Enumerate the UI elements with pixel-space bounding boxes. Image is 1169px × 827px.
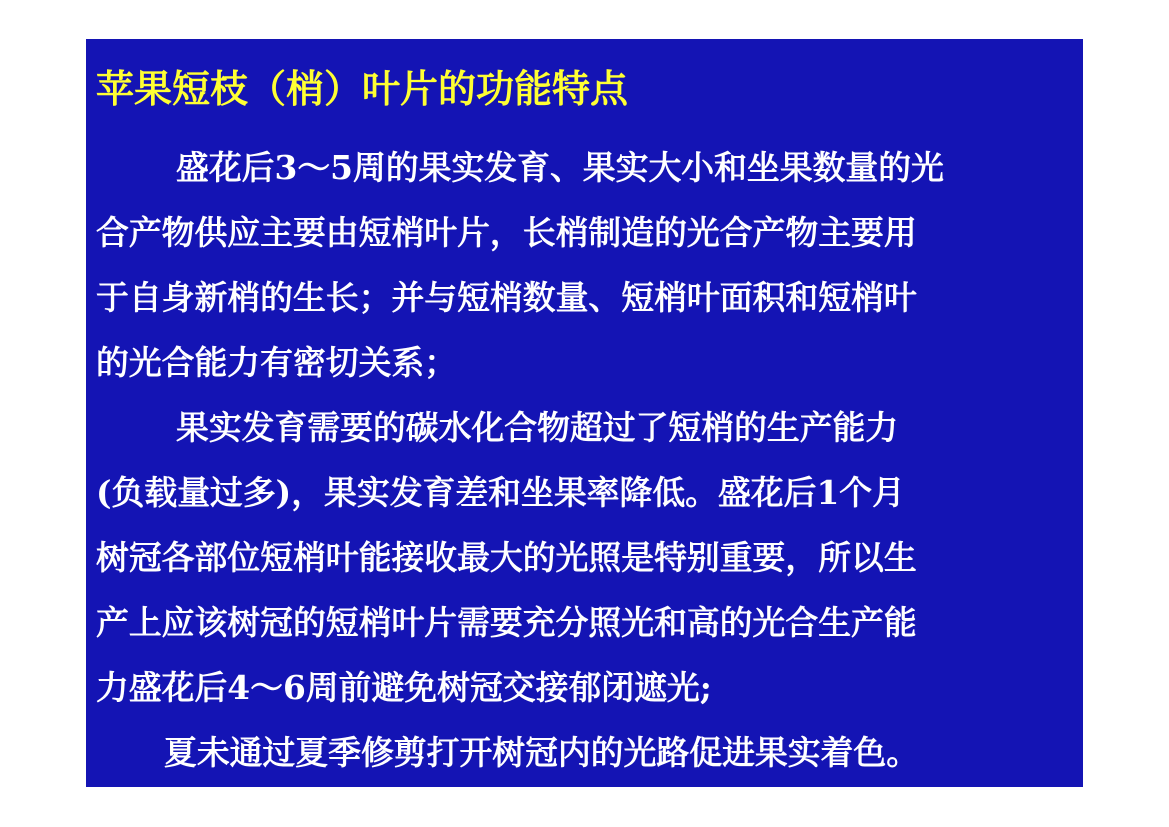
paragraph-2-line-3: 树冠各部位短梢叶能接收最大的光照是特别重要，所以生 — [96, 538, 917, 577]
paragraph-2-line-5: 力盛花后4～6周前避免树冠交接郁闭遮光; — [96, 668, 712, 707]
paragraph-2-line-4: 产上应该树冠的短梢叶片需要充分照光和高的光合生产能 — [96, 603, 917, 642]
paragraph-3-line-1: 夏未通过夏季修剪打开树冠内的光路促进果实着色。 — [164, 733, 920, 772]
paragraph-2-line-1: 果实发育需要的碳水化合物超过了短梢的生产能力 — [176, 408, 899, 447]
slide-title: 苹果短枝（梢）叶片的功能特点 — [96, 66, 629, 111]
paragraph-2-line-2: (负载量过多)，果实发育差和坐果率降低。盛花后1个月 — [96, 473, 905, 512]
paragraph-1-line-4: 的光合能力有密切关系； — [96, 343, 458, 382]
paragraph-1-line-3: 于自身新梢的生长；并与短梢数量、短梢叶面积和短梢叶 — [96, 278, 917, 317]
paragraph-1-line-1: 盛花后3～5周的果实发育、果实大小和坐果数量的光 — [176, 148, 944, 187]
slide-body — [96, 135, 1076, 785]
paragraph-1-line-2: 合产物供应主要由短梢叶片，长梢制造的光合产物主要用 — [96, 213, 917, 252]
slide-panel — [86, 39, 1083, 787]
